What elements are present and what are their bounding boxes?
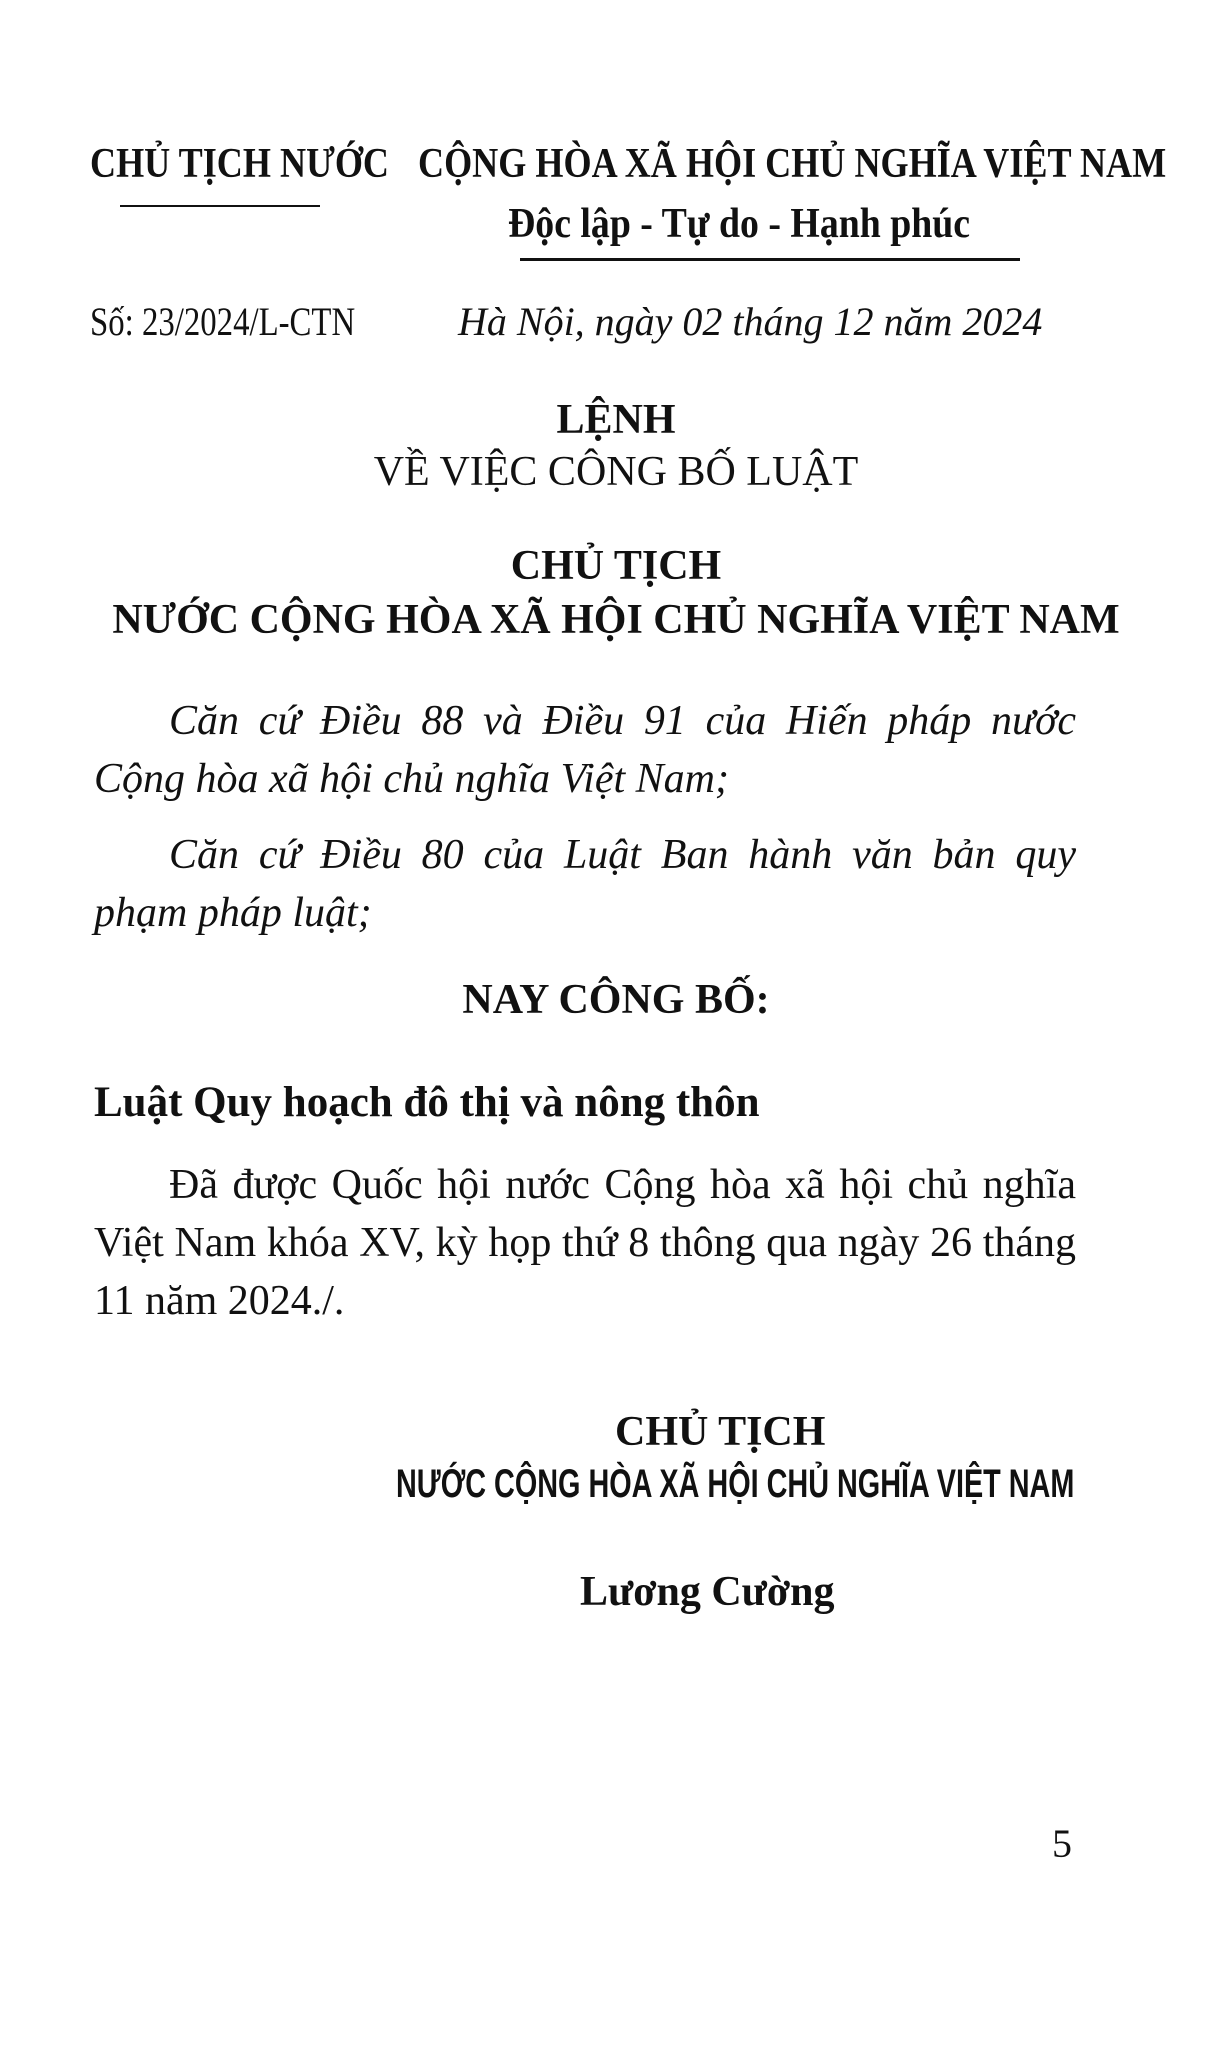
legal-basis-constitution: Căn cứ Điều 88 và Điều 91 của Hiến pháp nước Cộng hòa xã hội chủ nghĩa Việt Nam; xyxy=(94,698,1076,802)
authority-title: CHỦ TỊCH xyxy=(510,543,722,589)
issuer-underline xyxy=(120,205,320,207)
nation-name: CỘNG HÒA XÃ HỘI CHỦ NGHĨA VIỆT NAM xyxy=(418,141,1167,187)
authority-full-name: NƯỚC CỘNG HÒA XÃ HỘI CHỦ NGHĨA VIỆT NAM xyxy=(112,597,1120,643)
law-title: Luật Quy hoạch đô thị và nông thôn xyxy=(94,1079,760,1126)
national-motto: Độc lập - Tự do - Hạnh phúc xyxy=(508,201,971,247)
issuer-name: CHỦ TỊCH NƯỚC xyxy=(90,141,390,187)
page-number: 5 xyxy=(1052,1821,1072,1866)
passage-statement: Đã được Quốc hội nước Cộng hòa xã hội chủ nghĩa Việt Nam khóa XV, kỳ họp thứ 8 thông qua ngày 26 tháng 11 năm 2024./. xyxy=(94,1162,1076,1324)
document-subject: VỀ VIỆC CÔNG BỐ LUẬT xyxy=(373,449,859,495)
signer-name: Lương Cường xyxy=(580,1569,835,1615)
document-number: Số: 23/2024/L-CTN xyxy=(90,299,356,344)
motto-underline xyxy=(520,258,1020,261)
signature-title: CHỦ TỊCH xyxy=(615,1409,826,1455)
legal-basis-law: Căn cứ Điều 80 của Luật Ban hành văn bản quy phạm pháp luật; xyxy=(94,832,1076,936)
place-and-date: Hà Nội, ngày 02 tháng 12 năm 2024 xyxy=(458,299,1043,344)
proclamation-heading: NAY CÔNG BỐ: xyxy=(462,977,770,1023)
document-type-title: LỆNH xyxy=(556,397,676,443)
signature-authority: NƯỚC CỘNG HÒA XÃ HỘI CHỦ NGHĨA VIỆT NAM xyxy=(396,1462,1075,1506)
